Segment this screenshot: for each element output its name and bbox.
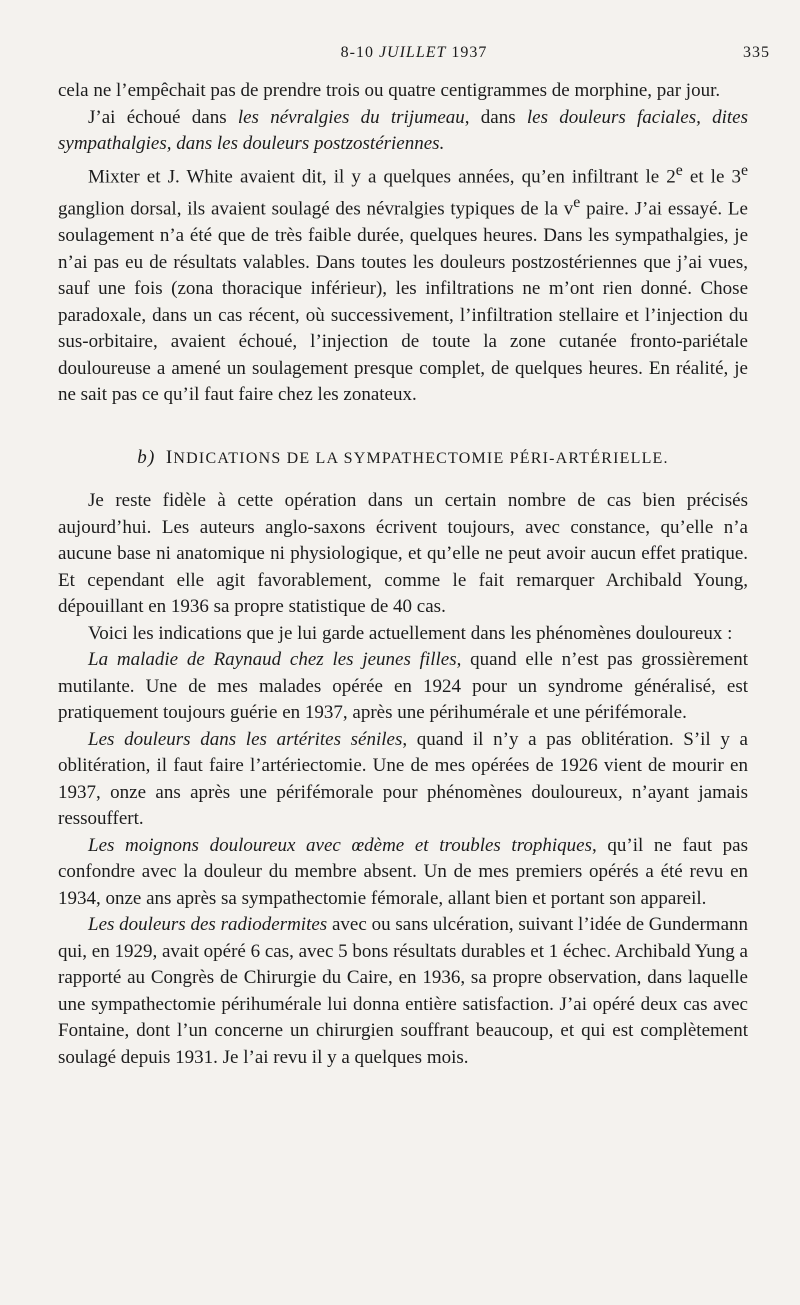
- paragraph-fidelity: Je reste fidèle à cette opération dans un certain nombre de cas bien précisés aujourd’hui. Les auteurs anglo-saxons écrivent toujours, avec constance, qu’elle n’a aucune base ni anatomique ni physiologique, et qu’elle ne peut avoir aucun effet pratique. Et cependant elle agit favorablement, comme le fait remarquer Archibald Young, dépouillant en 1936 sa propre statistique de 40 cas.: [58, 490, 748, 618]
- paragraph-arterites: Les douleurs dans les artérites séniles, quand il n’y a pas oblitération. S’il y a oblitération, il faut faire l’artériectomie. Une de mes opérées de 1926 vient de mourir en 1937, onze ans après une périfémorale pour phénomènes douloureux, n’ayant jamais ressouffert.: [58, 728, 748, 830]
- page-number: 335: [743, 44, 770, 61]
- paragraph-raynaud: La maladie de Raynaud chez les jeunes filles, quand elle n’est pas grossièrement mutilante. Une de mes malades opérée en 1924 pour un syndrome généralisé, est pratiquement toujours guérie en 1937, après une périhumérale et une périfémorale.: [58, 649, 748, 724]
- paragraph-moignons: Les moignons douloureux avec œdème et troubles trophiques, qu’il ne faut pas confondre avec la douleur du membre absent. Un de mes premiers opérés a été revu en 1934, onze ans après sa sympathectomie fémorale, allant bien et portant son appareil.: [58, 834, 749, 909]
- section-heading: b) INDICATIONS DE LA SYMPATHECTOMIE PÉRI-ARTÉRIELLE.: [137, 446, 669, 468]
- body-text: [58, 78, 748, 1071]
- paragraph-continuation: cela ne l’empêchait pas de prendre trois ou quatre centigrammes de morphine, par jour.: [58, 80, 721, 101]
- paragraph-mixter-white: Mixter et J. White avaient dit, il y a quelques années, qu’en infiltrant le 2e et le 3e ganglion dorsal, ils avaient soulagé des névralgies typiques de la $v^e$ paire. J’ai essayé. Le soulagement n’a été que de très faible durée, quelques heures. Dans les sympathalgies, je n’ai pas eu de résultats valables. Dans toutes les douleurs postzostériennes que j’ai vues, sauf une fois (zona thoracique inférieur), les infiltrations ne m’ont rien donné. Chose paradoxale, dans un cas récent, où successivement, l’infiltration stellaire et l’injection du sus-orbitaire, avaient échoué, l’injection de toute la zone cutanée fronto-pariétale douloureuse a amené un soulagement presque complet, de quelques heures. En réalité, je ne sait pas ce qu’il faut faire chez les zonateux.: [58, 161, 748, 406]
- paragraph-radiodermites: Les douleurs des radiodermites avec ou sans ulcération, suivant l’idée de Gundermann qui, en 1929, avait opéré 6 cas, avec 5 bons résultats durables et 1 échec. Archibald Yung a rapporté au Congrès de Chirurgie du Caire, en 1936, sa propre observation, dans laquelle une sympathectomie périhumérale lui donna entière satisfaction. J’ai opéré deux cas avec Fontaine, dont l’un concerne un chirurgien souffrant beaucoup, et qui est complètement soulagé depuis 1931. Je l’ai revu il y a quelques mois.: [58, 914, 749, 1068]
- paragraph-indications-intro: Voici les indications que je lui garde actuellement dans les phénomènes douloureux :: [88, 622, 733, 644]
- header-date: 8-10 JUILLET 1937: [340, 44, 488, 61]
- paragraph-failures: J’ai échoué dans les névralgies du trijumeau, dans les douleurs faciales, dites sympathalgies, dans les douleurs postzostériennes.: [58, 106, 748, 154]
- running-header: [58, 44, 770, 68]
